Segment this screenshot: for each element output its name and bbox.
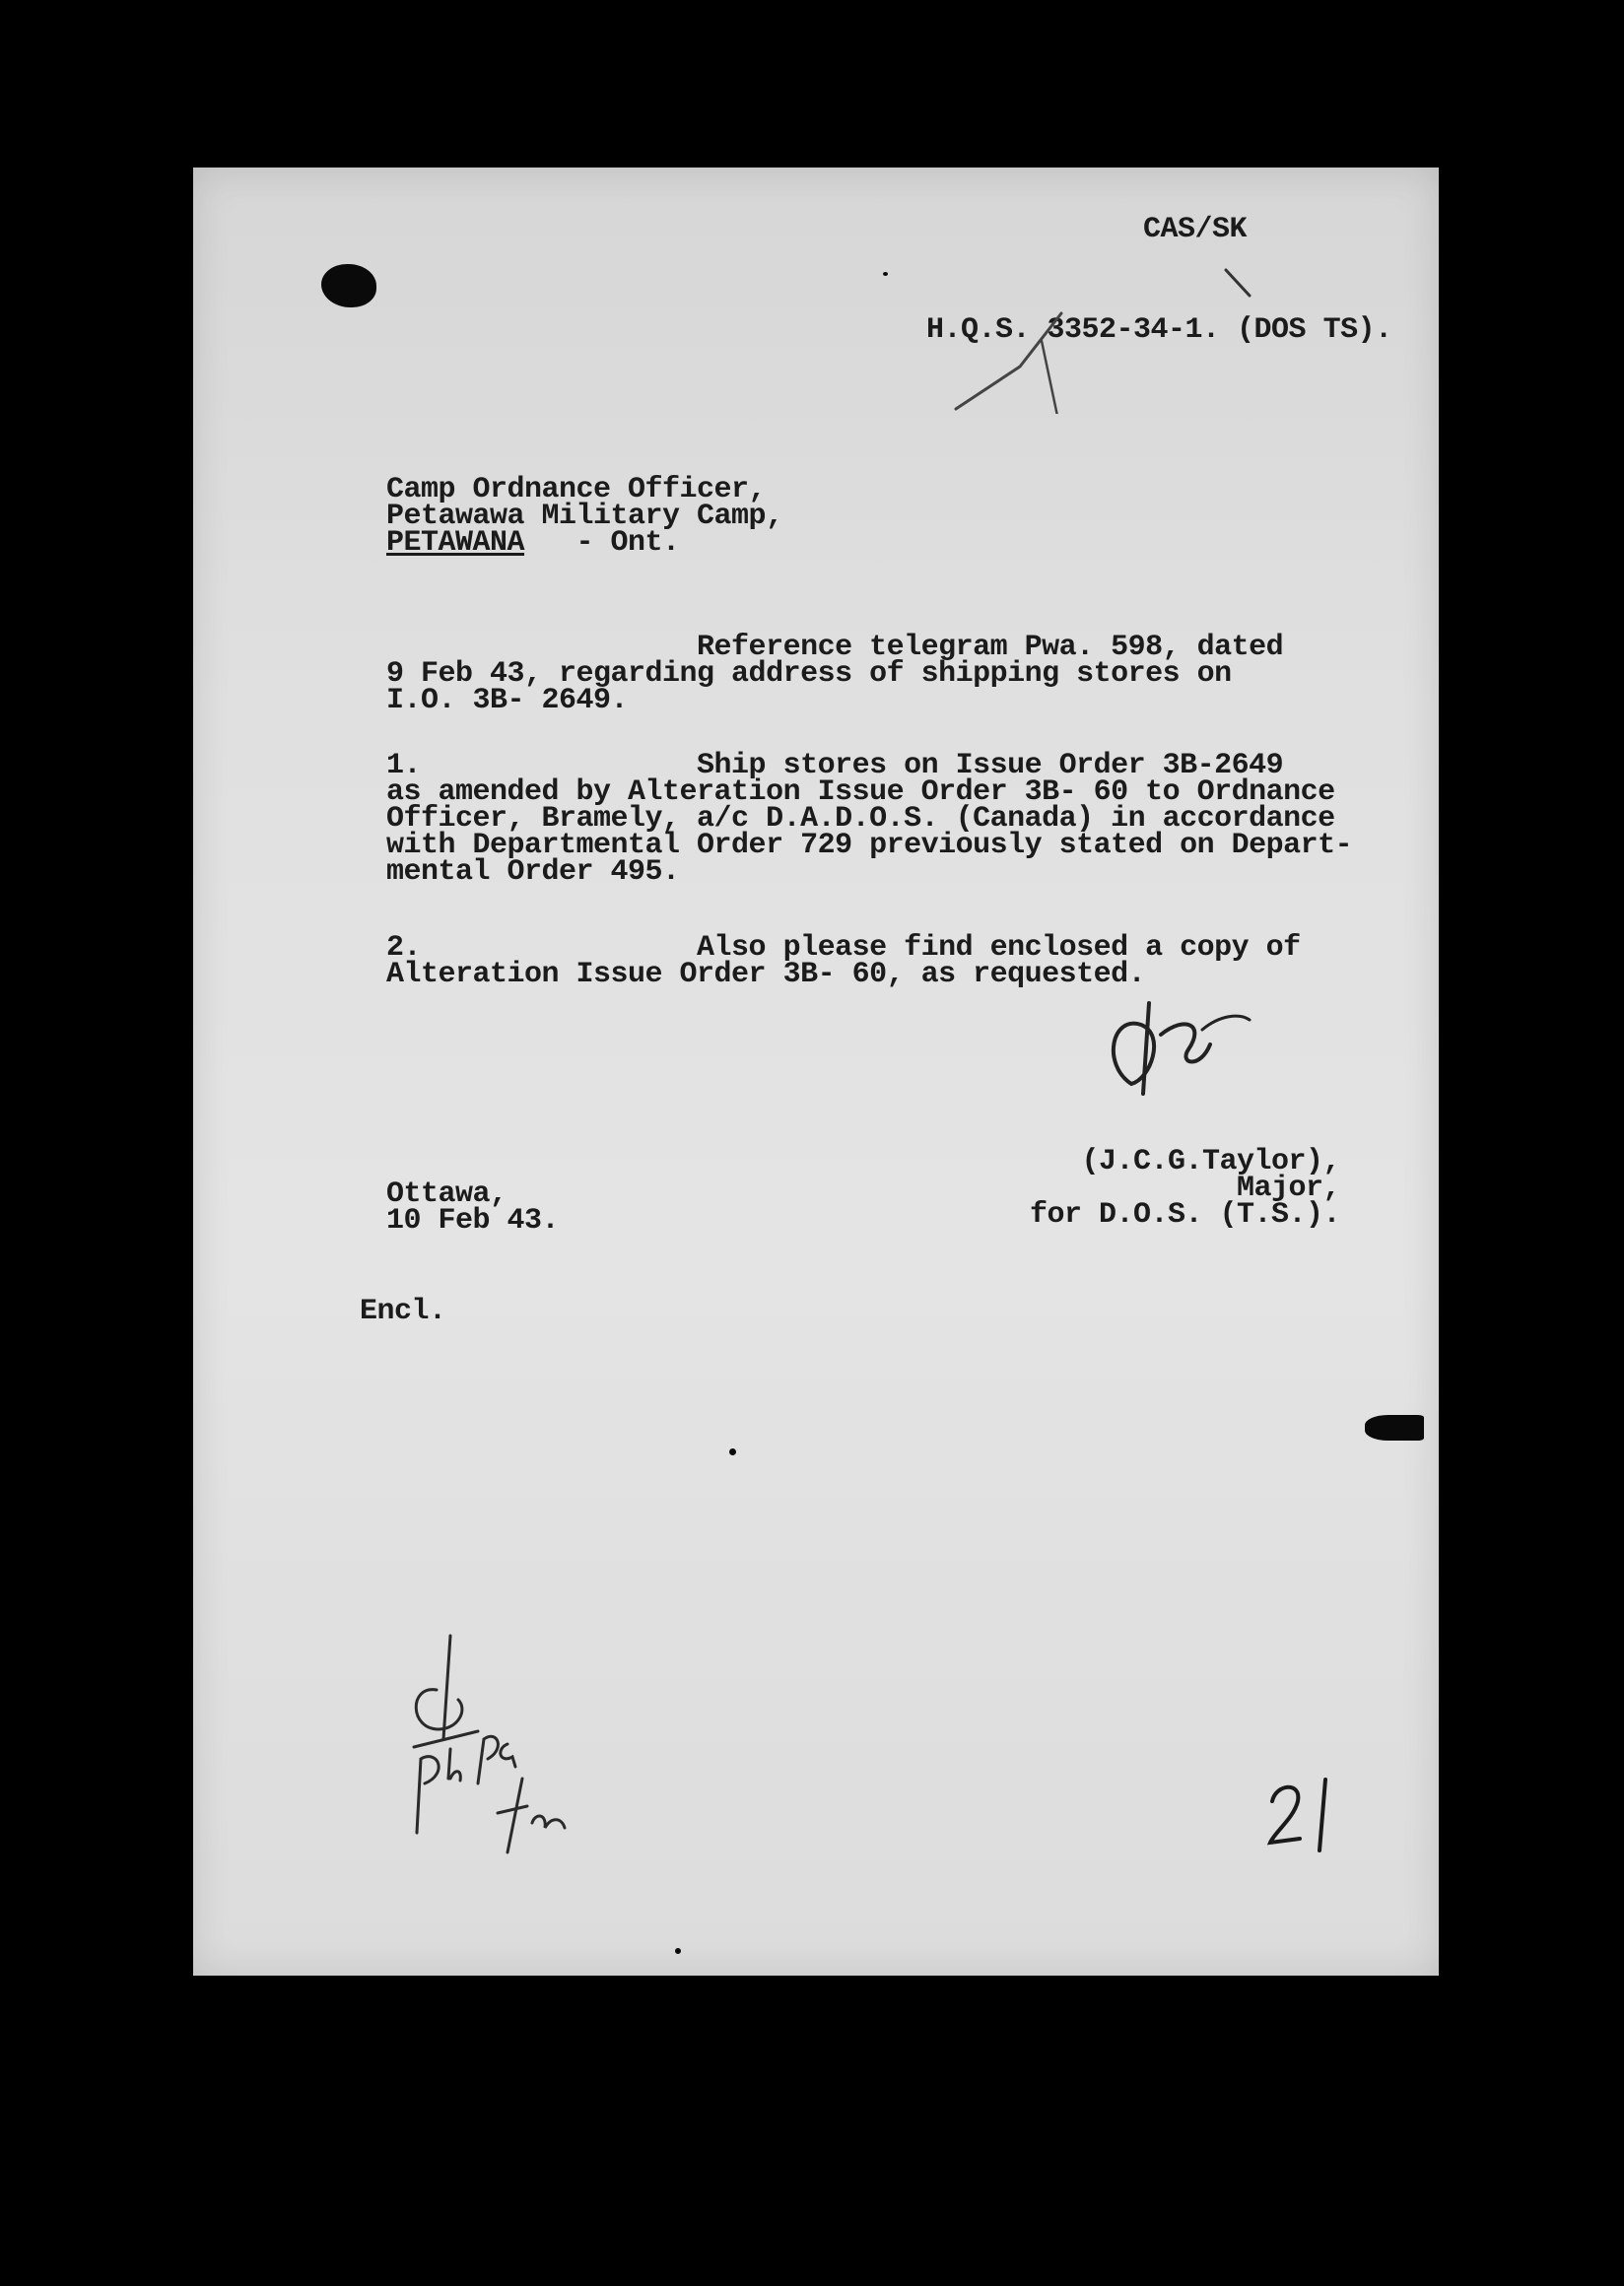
pen-tick [1222, 266, 1261, 305]
addressee-place: PETAWANA [386, 526, 525, 560]
addressee-line: Camp Ordnance Officer, [386, 473, 767, 506]
handwritten-check-mark [951, 305, 1089, 414]
paragraph-1: 1. Ship stores on Issue Order 3B-2649 as amended by Alteration Issue Order 3B- 60 to Ordnance Officer, Bramely, a/c D.A.D.O.S. (Canada) in accordance with Departmental Order 729 previously stated on Depart- mental Order 495. [386, 749, 1353, 889]
handwritten-signature [1092, 995, 1259, 1104]
paragraph-2: 2. Also please find enclosed a copy of Alteration Issue Order 3B- 60, as requested. [386, 931, 1301, 991]
dust-speck [675, 1948, 681, 1954]
handwritten-page-number [1264, 1774, 1353, 1852]
handwritten-initials-note [389, 1631, 616, 1857]
initials: CAS/SK [1143, 213, 1248, 246]
page-edge-tab [1365, 1415, 1424, 1441]
addressee-line: Petawawa Military Camp, [386, 500, 783, 533]
file-reference: H.Q.S. 3352-34-1. (DOS TS). [926, 313, 1392, 347]
addressee-line: PETAWANA - Ont. [386, 526, 680, 560]
punch-hole-mark [321, 264, 376, 307]
signature-block: (J.C.G.Taylor), Major, for D.O.S. (T.S.). [1030, 1145, 1341, 1232]
dust-speck [883, 272, 888, 276]
enclosure-note: Encl. [360, 1295, 446, 1328]
dust-speck [729, 1448, 736, 1455]
reference-paragraph: Reference telegram Pwa. 598, dated 9 Feb 43, regarding address of shipping stores on I.O. 3B- 2649. [386, 631, 1284, 717]
place-date: Ottawa, 10 Feb 43. [386, 1177, 560, 1238]
